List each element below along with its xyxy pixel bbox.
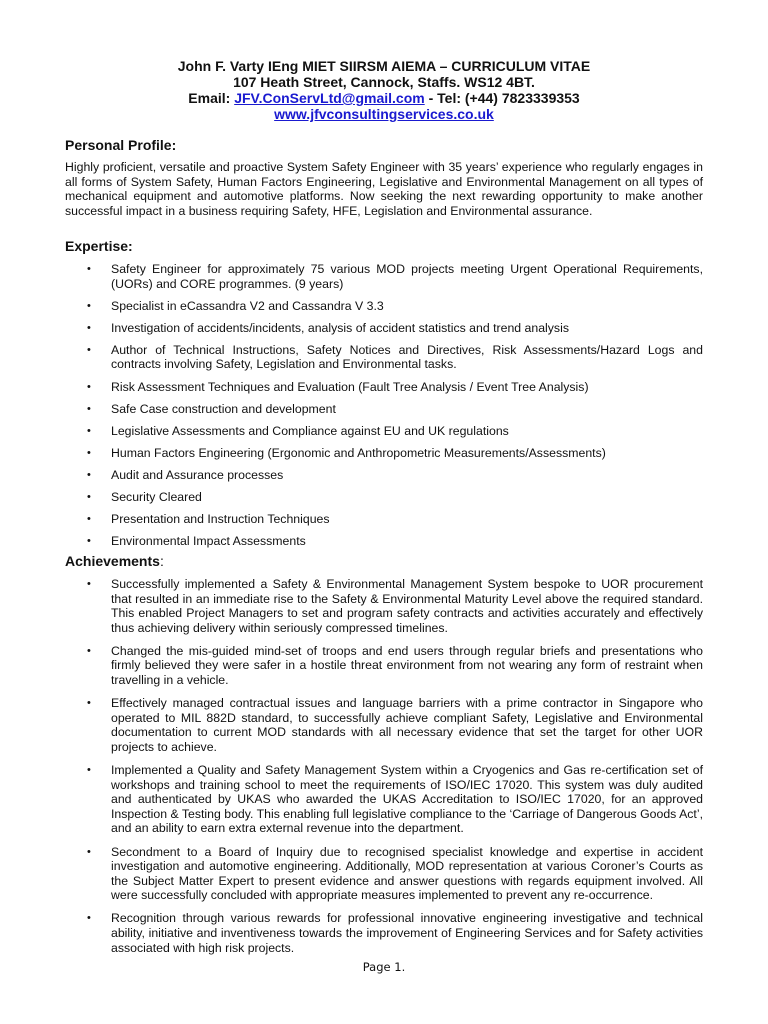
list-item: • Specialist in eCassandra V2 and Cassandra V 3.3 — [65, 299, 703, 314]
list-item: • Presentation and Instruction Techniques — [65, 512, 703, 527]
expertise-heading: Expertise: — [65, 238, 133, 254]
list-item: • Risk Assessment Techniques and Evaluation (Fault Tree Analysis / Event Tree Analysis) — [65, 380, 703, 395]
list-item: • Safe Case construction and development — [65, 402, 703, 417]
page-number: Page 1. — [362, 960, 406, 974]
achievements-colon: : — [159, 553, 164, 569]
list-item: • Security Cleared — [65, 490, 703, 505]
list-item: • Audit and Assurance processes — [65, 468, 703, 483]
website-link[interactable]: www.jfvconsultingservices.co.uk — [274, 106, 494, 122]
list-item: • Recognition through various rewards for professional innovative engineering investigative and technical ability, initiative and inventiveness towards the improvement of Engineering Services and for Safety activities associated with high risk projects. — [65, 911, 703, 955]
address: 107 Heath Street, Cannock, Staffs. WS12 4BT. — [233, 74, 535, 90]
list-item: • Environmental Impact Assessments — [65, 534, 703, 549]
achievements-title: Achievements — [65, 553, 160, 569]
email-label: Email: — [188, 90, 235, 106]
list-item: • Secondment to a Board of Inquiry due to recognised specialist knowledge and expertise in accident investigation and automotive engineering. Additionally, MOD representation at various Coroner’s Courts as the Subject Matter Expert to present evidence and answer questions with regards equipment involved. All were successfully concluded with appropriate measures implemented to prevent any re-occurrence. — [65, 845, 703, 903]
cv-header — [0, 58, 768, 122]
achievements-heading — [65, 553, 164, 569]
list-item: • Implemented a Quality and Safety Management System within a Cryogenics and Gas re-certification set of workshops and training school to meet the requirements of ISO/IEC 17020. This system was duly audited and authenticated by UKAS who awarded the UKAS Accreditation to ISO/IEC 17020, for an approved Inspection & Testing body. This enabling full legislative compliance to the ‘Carriage of Dangerous Goods Act’, and an ability to earn extra external revenue into the department. — [65, 763, 703, 836]
list-item: • Successfully implemented a Safety & Environmental Management System bespoke to UOR procurement that resulted in an immediate rise to the Safety & Environmental Maturity Level above the required standard. This enabled Project Managers to set and program safety contracts and activities accurately and effectively thus achieving delivery within seriously compressed timelines. — [65, 577, 703, 635]
list-item: • Human Factors Engineering (Ergonomic and Anthropometric Measurements/Assessments) — [65, 446, 703, 461]
achievements-list — [65, 577, 703, 964]
contact-line — [0, 90, 768, 106]
list-item: • Author of Technical Instructions, Safety Notices and Directives, Risk Assessments/Hazard Logs and contracts involving Safety, Legislation and Environmental tasks. — [65, 343, 703, 372]
list-item: • Investigation of accidents/incidents, analysis of accident statistics and trend analysis — [65, 321, 703, 336]
name-title: John F. Varty IEng MIET SIIRSM AIEMA – CURRICULUM VITAE — [177, 58, 591, 74]
personal-profile-text: Highly proficient, versatile and proactive System Safety Engineer with 35 years’ experience who regularly engages in all forms of System Safety, Human Factors Engineering, Legislative and Environmental Management on all types of mechanical equipment and automotive platforms. Now seeking the next rewarding opportunity to make another successful impact in a business requiring Safety, HFE, Legislation and Environmental assurance. — [65, 160, 703, 218]
list-item: • Legislative Assessments and Compliance against EU and UK regulations — [65, 424, 703, 439]
list-item: • Safety Engineer for approximately 75 various MOD projects meeting Urgent Operational Requirements, (UORs) and CORE programmes. (9 years) — [65, 262, 703, 291]
telephone: - Tel: (+44) 7823339353 — [424, 90, 580, 106]
website-line — [0, 106, 768, 122]
personal-profile-heading: Personal Profile: — [65, 137, 177, 153]
email-link[interactable]: JFV.ConServLtd@gmail.com — [234, 90, 425, 106]
list-item: • Effectively managed contractual issues and language barriers with a prime contractor in Singapore who operated to MIL 882D standard, to successfully achieve compliant Safety, Legislative and Environmental documentation to current MOD standards with all necessary evidence that set the target for other UOR projects to achieve. — [65, 696, 703, 754]
list-item: • Changed the mis-guided mind-set of troops and end users through regular briefs and presentations who firmly believed they were safer in a hostile threat environment from not wearing any form of restraint when travelling in a vehicle. — [65, 644, 703, 688]
expertise-list — [65, 262, 703, 556]
